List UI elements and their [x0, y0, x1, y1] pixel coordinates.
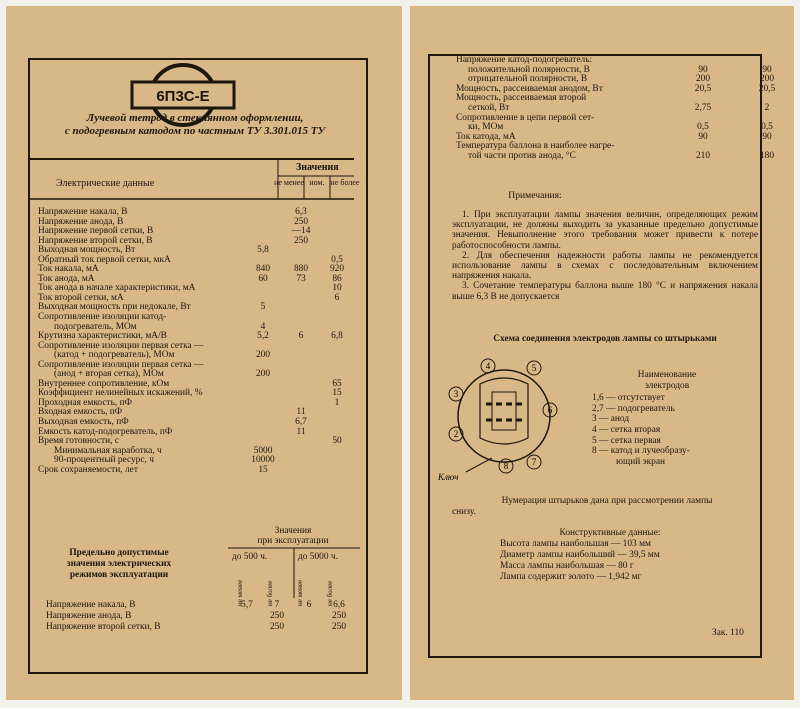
limit-value: 6,6	[333, 600, 345, 610]
limits-table	[46, 600, 366, 633]
svg-text:7: 7	[531, 457, 537, 467]
legend-heading-line: Наименование	[637, 370, 697, 380]
limit-value: 250	[269, 611, 285, 621]
param-min: 200	[255, 369, 271, 380]
right-param-500h: 200	[695, 74, 711, 85]
param-label: Крутизна характеристики, мА/В	[38, 331, 167, 342]
param-label: Сопротивление изоляции первая сетка —	[38, 340, 204, 351]
param-label: Напряжение первой сетки, В	[38, 226, 154, 237]
values-label: Значения	[296, 162, 339, 173]
param-label: Входная емкость, пФ	[38, 407, 123, 418]
legend-item: 3 — анод	[592, 414, 630, 425]
param-label: Выходная емкость, пФ	[38, 417, 129, 428]
svg-text:2: 2	[453, 429, 459, 439]
right-param-label: той части против анода, °С	[468, 150, 576, 161]
order-number: Зак. 110	[712, 628, 744, 638]
param-label: Напряжение второй сетки, В	[38, 235, 153, 246]
limits-500h: до 500 ч.	[232, 552, 268, 562]
legend-item: 2,7 — подогреватель	[592, 403, 675, 414]
param-nom: 880	[293, 264, 309, 275]
limits-col-min: не менее	[236, 579, 244, 606]
right-param-row	[456, 152, 786, 162]
params-header	[28, 158, 360, 200]
right-param-500h: 90	[698, 131, 708, 142]
param-label: Срок сохраняемости, лет	[38, 464, 138, 475]
param-min: 15	[258, 464, 268, 475]
legend-item: 8 — катод и лучеобразу-	[592, 446, 690, 457]
note-2: 2. Для обеспечения надежности работы лампы не рекомендуется использование лампы в схемах с последовательным включением напряжения накала.	[452, 250, 758, 282]
pin-numbering-line: снизу.	[452, 507, 476, 517]
right-param-5000h: 90	[762, 64, 772, 75]
right-param-label: Мощность, рассеиваемая анодом, Вт	[456, 83, 603, 94]
param-label: Сопротивление изоляции первая сетка —	[38, 359, 204, 370]
right-param-5000h: 20,5	[758, 83, 776, 94]
param-label: 90-процентный ресурс, ч	[54, 455, 154, 466]
construction-title: Конструктивные данные:	[559, 528, 661, 538]
legend-item: ющий экран	[616, 456, 666, 467]
right-param-label: Ток катода, мА	[456, 131, 516, 142]
right-param-label: Температура баллона в наиболее нагре-	[456, 141, 615, 152]
construction-item: Высота лампы наибольшая — 103 мм	[500, 539, 651, 549]
limit-value: 250	[331, 622, 347, 632]
svg-text:4: 4	[485, 361, 491, 371]
legend-heading-line: электродов	[644, 380, 690, 391]
electrode-legend	[592, 370, 742, 467]
notes-title: Примечания:	[508, 190, 562, 201]
right-param-5000h: 0,5	[761, 122, 773, 133]
right-param-500h: 210	[695, 150, 711, 161]
param-label: (анод + вторая сетка), МОм	[54, 369, 164, 380]
right-param-500h: 20,5	[694, 83, 712, 94]
construction-item: Лампа содержит золото — 1,942 мг	[500, 572, 642, 582]
param-min: 5,2	[257, 331, 269, 342]
param-min: 5,8	[257, 245, 269, 256]
param-max: 10	[332, 283, 342, 294]
pin-numbering-note	[452, 496, 762, 518]
schema-title: Схема соединения электродов лампы со штырьками	[493, 334, 717, 344]
param-label: Коэффициент нелинейных искажений, %	[38, 388, 203, 399]
limit-row	[46, 600, 366, 611]
param-nom: —14	[291, 226, 311, 237]
construction-data	[500, 528, 720, 583]
limit-label: Напряжение накала, В	[46, 600, 136, 610]
note-3: 3. Сочетание температуры баллона выше 180 °С и напряжения накала выше 6,3 В не допускается	[452, 281, 758, 302]
limits-head-line: Значения	[274, 526, 312, 536]
limits-col-min: не менее	[296, 579, 304, 606]
right-param-5000h: 2	[764, 102, 770, 113]
param-nom: 11	[296, 426, 306, 437]
param-label: Выходная мощность при недокале, Вт	[38, 302, 191, 313]
tube-subtitle	[40, 112, 350, 138]
svg-text:6: 6	[547, 405, 553, 415]
param-label: Ток накала, мА	[38, 264, 99, 275]
limit-row	[46, 622, 366, 633]
right-param-label: Сопротивление в цепи первой сет-	[456, 112, 595, 123]
values-heading	[274, 162, 382, 198]
param-label: подогреватель, МОм	[54, 321, 137, 332]
legend-item: 1,6 — отсутствует	[592, 393, 665, 404]
param-label: Проходная емкость, пФ	[38, 397, 133, 408]
col-min: не менее	[274, 178, 304, 187]
param-label: Ток анода, мА	[38, 273, 95, 284]
param-min: 60	[258, 273, 268, 284]
limit-label: Напряжение второй сетки, В	[46, 622, 161, 632]
limits-head-line: при эксплуатации	[257, 536, 329, 546]
pin-numbering-line: Нумерация штырьков дана при рассмотрении лампы	[501, 496, 713, 506]
limit-value: 7	[274, 600, 280, 610]
right-param-500h: 90	[698, 64, 708, 75]
param-max: 920	[329, 264, 345, 275]
right-params-table	[456, 56, 786, 162]
param-nom: 6	[298, 331, 304, 342]
param-nom: 250	[293, 216, 309, 227]
limits-5000h: до 5000 ч.	[298, 552, 338, 562]
construction-item: Диаметр лампы наибольший — 39,5 мм	[500, 550, 660, 560]
svg-text:6П3С-Е: 6П3С-Е	[156, 88, 210, 105]
svg-text:8: 8	[503, 461, 509, 471]
param-nom: 6,7	[295, 417, 307, 428]
param-row	[38, 466, 358, 476]
limit-value: 250	[269, 622, 285, 632]
right-param-5000h: 90	[762, 131, 772, 142]
limits-title-line: Предельно допустимые	[69, 548, 169, 558]
electrical-data-heading: Электрические данные	[56, 178, 155, 189]
limits-title-line: значения электрических	[66, 559, 172, 569]
param-label: Внутреннее сопротивление, кОм	[38, 378, 170, 389]
right-param-label: сеткой, Вт	[468, 102, 510, 113]
param-label: Ток второй сетки, мА	[38, 292, 124, 303]
right-param-label: ки, МОм	[468, 122, 504, 133]
param-max: 15	[332, 388, 342, 399]
right-param-500h: 0,5	[697, 122, 709, 133]
params-table	[38, 208, 358, 475]
limit-value: 5,7	[241, 600, 253, 610]
limit-value: 6	[306, 600, 312, 610]
right-param-label: положительной полярности, В	[468, 64, 590, 75]
param-label: Ток анода в начале характеристики, мА	[38, 283, 196, 294]
limits-title-line: режимов эксплуатации	[69, 570, 169, 580]
param-nom: 250	[293, 235, 309, 246]
param-min: 840	[255, 264, 271, 275]
subtitle-line-1: Лучевой тетрод в стеклянном оформлении,	[86, 112, 304, 124]
limits-values-heading	[228, 526, 358, 546]
param-max: 86	[332, 273, 342, 284]
param-max: 65	[332, 378, 342, 389]
limit-value: 250	[331, 611, 347, 621]
param-label: Выходная мощность, Вт	[38, 245, 136, 256]
construction-item: Масса лампы наибольшая — 80 г	[500, 561, 634, 571]
param-min: 5	[260, 302, 266, 313]
param-min: 10000	[251, 455, 275, 466]
right-param-label: Напряжение катод-подогреватель:	[456, 55, 593, 65]
limits-grid-lines	[228, 546, 360, 598]
limits-col-max: не более	[326, 580, 334, 606]
param-label: Емкость катод-подогреватель, пФ	[38, 426, 173, 437]
legend-item: 5 — сетка первая	[592, 435, 661, 446]
param-nom: 6,3	[295, 207, 307, 217]
right-param-label: отрицательной полярности, В	[468, 74, 588, 85]
param-max: 50	[332, 436, 342, 447]
param-label: Минимальная наработка, ч	[54, 445, 162, 456]
legend-item: 4 — сетка вторая	[592, 424, 661, 435]
limits-col-max: не более	[266, 580, 274, 606]
svg-text:Ключ: Ключ	[438, 472, 459, 482]
param-label: (катод + подогреватель), МОм	[54, 350, 175, 361]
limits-title	[44, 548, 194, 581]
param-label: Время готовности, с	[38, 436, 120, 447]
svg-text:5: 5	[531, 363, 537, 373]
param-label: Напряжение анода, В	[38, 216, 124, 227]
param-max: 0,5	[331, 254, 343, 265]
param-label: Напряжение накала, В	[38, 207, 128, 217]
param-min: 5000	[253, 445, 273, 456]
param-min: 200	[255, 350, 271, 361]
param-nom: 11	[296, 407, 306, 418]
limit-row	[46, 611, 366, 622]
right-param-5000h: 200	[759, 74, 775, 85]
pin-diagram	[436, 354, 566, 484]
subtitle-line-2: с подогревным катодом по частным ТУ 3.301.015 ТУ	[64, 125, 326, 137]
legend-heading	[592, 370, 742, 391]
right-param-5000h: 180	[759, 150, 775, 161]
param-max: 6	[334, 292, 340, 303]
right-param-label: Мощность, рассеиваемая второй	[456, 93, 587, 104]
param-label: Обратный ток первой сетки, мкА	[38, 254, 171, 265]
svg-text:3: 3	[453, 389, 459, 399]
param-label: Сопротивление изоляции катод-	[38, 312, 167, 323]
param-max: 6,8	[331, 331, 343, 342]
notes	[452, 210, 758, 302]
note-1: 1. При эксплуатации лампы значения величин, определяющих режим эксплуатации, не должны выходить за указанные предельно допустимые значения. Невыполнение этого требования может привести к потере работоспособности лампы.	[452, 210, 758, 251]
right-param-row	[456, 114, 786, 124]
param-max: 1	[334, 397, 340, 408]
col-max: не более	[330, 178, 360, 187]
param-min: 4	[260, 321, 266, 332]
right-param-500h: 2,75	[694, 102, 712, 113]
param-nom: 73	[296, 273, 306, 284]
col-nom: ном.	[309, 178, 325, 187]
limit-label: Напряжение анода, В	[46, 611, 132, 621]
